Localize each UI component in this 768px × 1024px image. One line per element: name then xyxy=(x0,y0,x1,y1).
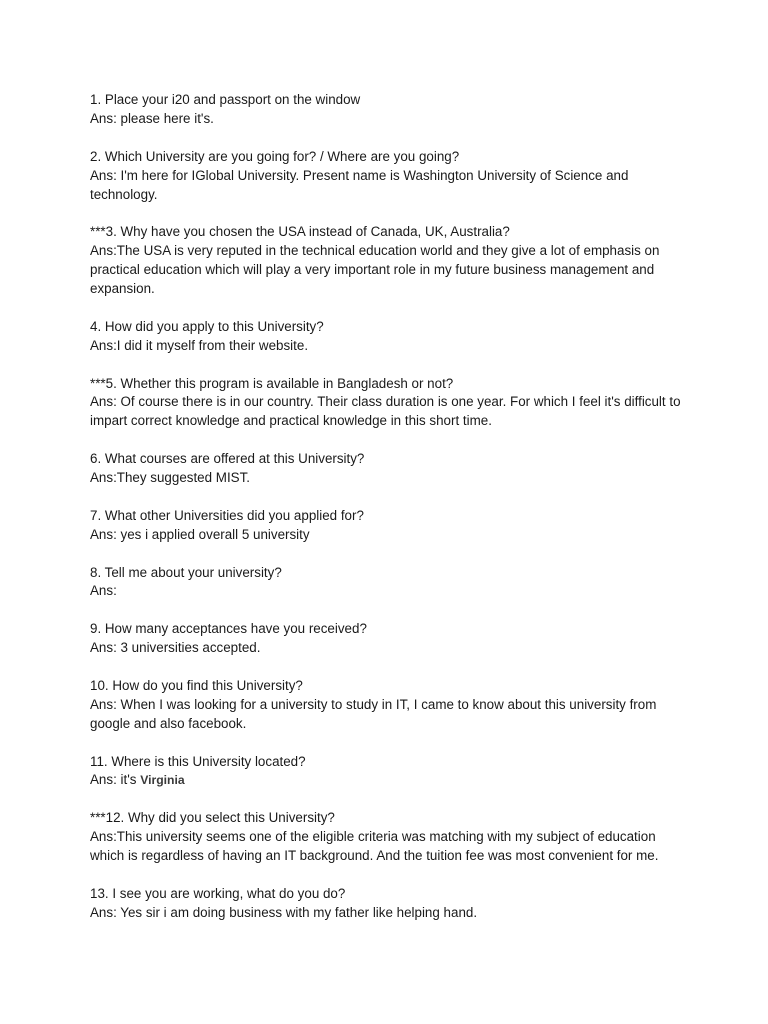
answer-text: Ans: I'm here for IGlobal University. Present name is Washington University of Science and technology. xyxy=(90,167,629,202)
question-text: 11. Where is this University located? xyxy=(90,753,306,769)
qa-item-4 xyxy=(90,318,682,356)
qa-item-6 xyxy=(90,450,682,488)
answer-text: Ans: xyxy=(90,583,117,599)
question-text: 9. How many acceptances have you received? xyxy=(90,621,367,637)
qa-list xyxy=(90,91,682,942)
answer-emphasis: Virginia xyxy=(140,773,185,788)
answer-text: Ans:The USA is very reputed in the technical education world and they give a lot of emphasis on practical education which will play a very important role in my future business management and expansion. xyxy=(90,243,660,297)
qa-item-11 xyxy=(90,753,682,791)
qa-item-3 xyxy=(90,223,682,299)
question-text: ***3. Why have you chosen the USA instead of Canada, UK, Australia? xyxy=(90,224,510,240)
question-text: 8. Tell me about your university? xyxy=(90,564,282,580)
qa-item-10 xyxy=(90,677,682,734)
question-text: ***5. Whether this program is available in Bangladesh or not? xyxy=(90,375,454,391)
answer-text: Ans: 3 universities accepted. xyxy=(90,640,261,656)
question-text: 6. What courses are offered at this University? xyxy=(90,451,365,467)
question-text: ***12. Why did you select this University? xyxy=(90,810,335,826)
answer-text: Ans:They suggested MIST. xyxy=(90,470,251,486)
qa-item-9 xyxy=(90,620,682,658)
question-text: 7. What other Universities did you applied for? xyxy=(90,507,364,523)
qa-item-7 xyxy=(90,507,682,545)
answer-text xyxy=(90,771,682,790)
qa-item-13 xyxy=(90,885,682,923)
question-text: 4. How did you apply to this University? xyxy=(90,318,324,334)
answer-prefix: Ans: it's xyxy=(90,772,141,788)
question-text: 10. How do you find this University? xyxy=(90,677,303,693)
question-text: 13. I see you are working, what do you do? xyxy=(90,885,346,901)
qa-item-8 xyxy=(90,564,682,602)
qa-item-2 xyxy=(90,148,682,205)
answer-text: Ans: yes i applied overall 5 university xyxy=(90,526,310,542)
answer-text: Ans: Of course there is in our country. Their class duration is one year. For which I feel it's difficult to impart correct knowledge and practical knowledge in this short time. xyxy=(90,394,681,429)
answer-text: Ans:This university seems one of the eligible criteria was matching with my subject of education which is regardless of having an IT background. And the tuition fee was most convenient for me. xyxy=(90,829,659,864)
question-text: 2. Which University are you going for? / Where are you going? xyxy=(90,148,460,164)
qa-item-1 xyxy=(90,91,682,129)
qa-item-5 xyxy=(90,375,682,432)
answer-text: Ans: When I was looking for a university to study in IT, I came to know about this university from google and also facebook. xyxy=(90,696,657,731)
answer-text: Ans: Yes sir i am doing business with my father like helping hand. xyxy=(90,904,478,920)
answer-text: Ans:I did it myself from their website. xyxy=(90,337,309,353)
question-text: 1. Place your i20 and passport on the window xyxy=(90,92,361,107)
answer-text: Ans: please here it's. xyxy=(90,110,214,126)
qa-item-12 xyxy=(90,809,682,866)
